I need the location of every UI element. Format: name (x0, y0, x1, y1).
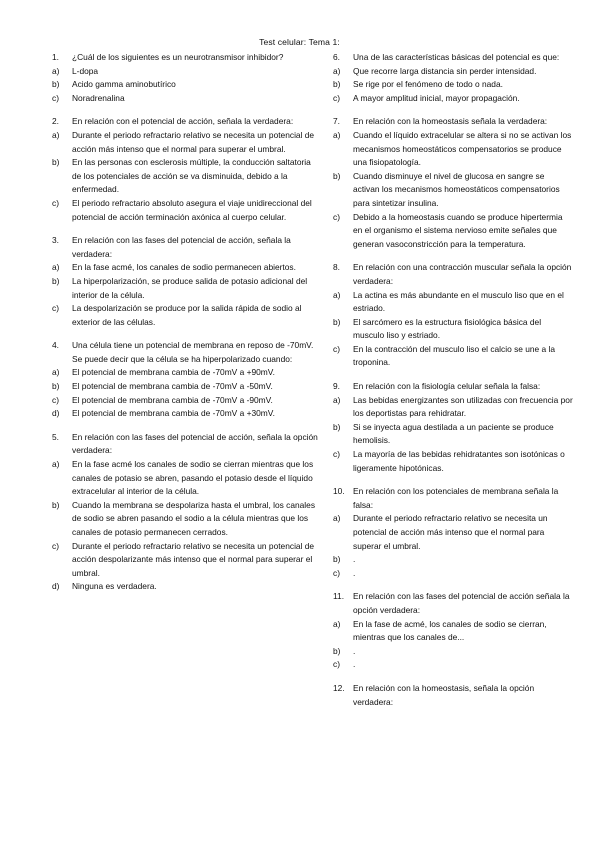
question-block (52, 431, 320, 594)
option-label: c) (52, 197, 59, 208)
question-row (333, 682, 573, 709)
option-label: c) (333, 343, 340, 354)
option-label: c) (333, 92, 340, 103)
answer-option (333, 618, 573, 645)
option-label: a) (52, 262, 60, 273)
option-label: b) (52, 381, 60, 392)
option-label: b) (333, 316, 341, 327)
option-label: c) (333, 211, 340, 222)
option-label: a) (333, 513, 341, 524)
question-row (333, 380, 573, 394)
option-text: Durante el periodo refractario relativo se necesita un potencial de acción más intenso que el normal para superar el umbral. (72, 129, 315, 154)
answer-option (333, 316, 573, 343)
option-label: a) (333, 65, 341, 76)
question-text: En relación con las fases del potencial de acción, señala la opción verdadera: (72, 431, 318, 456)
option-text: Noradrenalina (72, 92, 125, 103)
question-row (52, 339, 320, 366)
option-label: b) (52, 157, 60, 168)
option-text: Debido a la homeostasis cuando se produce hipertermia en el organismo el sistema nervioso emite señales que generan vasoconstricción para la temperatura. (353, 211, 563, 249)
question-row (333, 115, 573, 129)
option-label: b) (333, 645, 341, 656)
option-text: El potencial de membrana cambia de -70mV a +30mV. (72, 408, 275, 419)
question-number: 8. (333, 262, 340, 273)
question-number: 3. (52, 235, 59, 246)
option-label: c) (52, 303, 59, 314)
answer-option (333, 289, 573, 316)
question-text: Una de las características básicas del potencial es que: (353, 52, 560, 62)
option-text: Cuando la membrana se despolariza hasta el umbral, los canales de sodio se abren pasando el sodio a la célula mientras que los canales de potasio permanecen cerrados. (72, 499, 316, 537)
question-number: 11. (333, 591, 345, 602)
answer-option (52, 366, 320, 380)
option-text: La hiperpolarización, se produce salida de potasio adicional del interior de la célula. (72, 275, 308, 300)
answer-option (333, 421, 573, 448)
page-title: Test celular: Tema 1: (259, 37, 340, 47)
question-row (52, 115, 320, 129)
option-text: . (353, 554, 356, 565)
question-text: En relación con la homeostasis señala la verdadera: (353, 116, 548, 127)
option-label: d) (52, 581, 60, 592)
option-label: b) (52, 275, 60, 286)
question-text: En relación con una contracción muscular señala la opción verdadera: (353, 262, 572, 286)
answer-option (333, 448, 573, 475)
right-column (333, 51, 573, 709)
question-block (52, 51, 320, 105)
option-text: Durante el periodo refractario relativo se necesita un potencial de acción más intenso que el normal para superar el umbral. (353, 513, 548, 551)
answer-option (52, 394, 320, 408)
option-text: En la contracción del musculo liso el calcio se une a la troponina. (353, 343, 556, 368)
option-label: c) (333, 449, 340, 460)
option-text: Durante el periodo refractario relativo se necesita un potencial de acción despolarizante más intenso que el normal para superar el umbral. (72, 540, 315, 578)
answer-option (333, 211, 573, 252)
option-text: Las bebidas energizantes son utilizadas con frecuencia por los deportistas para rehidratar. (353, 394, 573, 419)
question-block (333, 115, 573, 251)
option-text: L-dopa (72, 65, 99, 76)
option-label: c) (52, 92, 59, 103)
option-label: c) (333, 567, 340, 578)
answer-option (333, 129, 573, 170)
question-text: En relación con las fases del potencial de acción señala la opción verdadera: (353, 591, 570, 615)
answer-option (333, 343, 573, 370)
answer-option (333, 658, 573, 672)
answer-option (52, 580, 320, 594)
answer-option (52, 458, 320, 499)
question-text: Una célula tiene un potencial de membrana en reposo de -70mV. Se puede decir que la célula se ha hiperpolarizado cuando: (72, 340, 314, 364)
answer-option (333, 65, 573, 79)
question-number: 10. (333, 486, 345, 497)
question-number: 12. (333, 682, 345, 693)
answer-option (52, 275, 320, 302)
option-text: El periodo refractario absoluto asegura el viaje unidireccional del potencial de acción terminación axónica al cuerpo celular. (72, 197, 312, 222)
question-block (52, 234, 320, 329)
question-text: ¿Cuál de los siguientes es un neurotransmisor inhibidor? (72, 52, 284, 62)
option-label: a) (333, 289, 341, 300)
option-label: b) (333, 79, 341, 90)
option-text: El potencial de membrana cambia de -70mV a -90mV. (72, 394, 273, 405)
question-row (52, 51, 320, 65)
answer-option (52, 92, 320, 106)
option-text: El potencial de membrana cambia de -70mV a -50mV. (72, 381, 273, 392)
option-label: b) (52, 79, 60, 90)
question-row (333, 261, 573, 288)
question-text: En relación con los potenciales de membrana señala la falsa: (353, 486, 559, 510)
option-text: El sarcómero es la estructura fisiológica básica del musculo liso y estriado. (353, 316, 542, 341)
question-block (333, 261, 573, 370)
question-block (333, 682, 573, 709)
option-label: a) (52, 367, 60, 378)
question-text: En relación con el potencial de acción, señala la verdadera: (72, 116, 294, 127)
answer-option (333, 553, 573, 567)
option-text: . (353, 659, 356, 670)
question-block (52, 339, 320, 421)
question-row (333, 485, 573, 512)
option-label: d) (52, 408, 60, 419)
answer-option (52, 302, 320, 329)
option-text: . (353, 567, 356, 578)
option-label: b) (333, 170, 341, 181)
option-text: Ninguna es verdadera. (72, 581, 157, 592)
question-number: 1. (52, 52, 59, 62)
answer-option (333, 78, 573, 92)
question-row (52, 234, 320, 261)
question-number: 2. (52, 116, 59, 127)
option-text: Acido gamma aminobutírico (72, 79, 176, 90)
option-text: Cuando el líquido extracelular se altera si no se activan los mecanismos homeostáticos compensatorios se produce una fisiopatología. (353, 129, 572, 168)
answer-option (52, 499, 320, 540)
answer-option (52, 78, 320, 92)
option-label: c) (333, 659, 340, 670)
option-text: Si se inyecta agua destilada a un paciente se produce hemolisis. (353, 421, 554, 446)
answer-option (52, 129, 320, 156)
left-column (52, 51, 320, 594)
option-text: A mayor amplitud inicial, mayor propagación. (353, 92, 520, 103)
option-text: En la fase de acmé, los canales de sodio se cierran, mientras que los canales de... (353, 618, 547, 643)
option-label: a) (52, 65, 60, 76)
answer-option (52, 540, 320, 581)
question-block (333, 485, 573, 580)
answer-option (333, 512, 573, 553)
option-label: b) (333, 554, 341, 565)
question-block (333, 590, 573, 672)
option-text: El potencial de membrana cambia de -70mV a +90mV. (72, 367, 275, 378)
question-number: 7. (333, 116, 340, 127)
option-label: a) (333, 618, 341, 629)
option-text: La actina es más abundante en el musculo liso que en el estriado. (353, 289, 564, 314)
option-text: Cuando disminuye el nivel de glucosa en sangre se activan los mecanismos homeostáticos compensatorios para sintetizar insulina. (353, 170, 560, 208)
option-label: b) (52, 499, 60, 510)
question-block (52, 115, 320, 224)
answer-option (52, 65, 320, 79)
answer-option (333, 394, 573, 421)
option-label: c) (52, 540, 59, 551)
question-number: 5. (52, 431, 59, 442)
answer-option (333, 170, 573, 211)
question-text: En relación con la fisiología celular señala la falsa: (353, 381, 541, 392)
question-row (333, 590, 573, 617)
question-row (333, 51, 573, 65)
question-number: 4. (52, 340, 59, 351)
answer-option (333, 567, 573, 581)
option-text: En las personas con esclerosis múltiple, la conducción saltatoria de los potenciales de acción se va disminuida, debido a la enfermedad. (72, 157, 311, 195)
option-label: a) (52, 459, 60, 470)
answer-option (52, 380, 320, 394)
question-block (333, 380, 573, 475)
question-row (52, 431, 320, 458)
option-label: c) (52, 394, 59, 405)
option-label: a) (333, 394, 341, 405)
question-block (333, 51, 573, 105)
question-number: 9. (333, 381, 340, 392)
option-text: En la fase acmé los canales de sodio se cierran mientras que los canales de potasio se abren, pasando el potasio desde el líquido extracelular al interior de la célula. (72, 459, 314, 497)
option-text: La mayoría de las bebidas rehidratantes son isotónicas o ligeramente hipotónicas. (353, 449, 565, 473)
question-text: En relación con las fases del potencial de acción, señala la verdadera: (72, 235, 291, 259)
option-label: a) (333, 129, 341, 140)
answer-option (52, 261, 320, 275)
option-text: Se rige por el fenómeno de todo o nada. (353, 79, 503, 90)
answer-option (333, 92, 573, 106)
question-number: 6. (333, 52, 340, 62)
answer-option (52, 197, 320, 224)
question-text: En relación con la homeostasis, señala la opción verdadera: (353, 682, 535, 707)
answer-option (52, 407, 320, 421)
option-label: b) (333, 421, 341, 432)
option-text: Que recorre larga distancia sin perder intensidad. (353, 65, 537, 76)
option-text: La despolarización se produce por la salida rápida de sodio al exterior de las células. (72, 303, 302, 327)
answer-option (52, 156, 320, 197)
option-text: En la fase acmé, los canales de sodio permanecen abiertos. (72, 262, 296, 273)
answer-option (333, 645, 573, 659)
option-text: . (353, 645, 356, 656)
option-label: a) (52, 129, 60, 140)
